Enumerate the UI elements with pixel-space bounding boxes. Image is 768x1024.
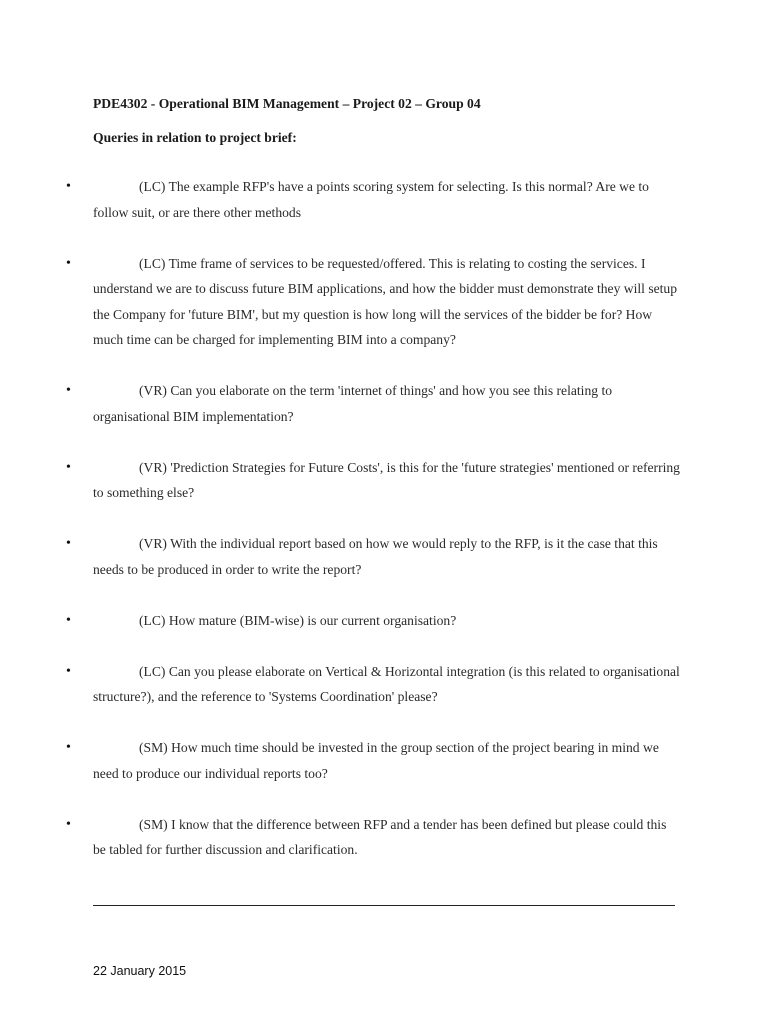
query-list [0, 174, 768, 888]
query-text: (LC) The example RFP's have a points scoring system for selecting. Is this normal? Are we to follow suit, or are there other methods [93, 179, 649, 220]
query-text: (LC) Can you please elaborate on Vertical & Horizontal integration (is this related to organisational structure?), and the reference to 'Systems Coordination' please? [93, 663, 680, 704]
bullet-icon: • [66, 816, 71, 832]
query-item-5 [0, 531, 768, 582]
query-text: (VR) With the individual report based on how we would reply to the RFP, is it the case that this needs to be produced in order to write the report? [93, 536, 658, 577]
query-text: (LC) How mature (BIM-wise) is our current organisation? [139, 612, 457, 628]
bullet-icon: • [66, 179, 71, 194]
query-item-6 [0, 608, 768, 634]
query-text: (SM) I know that the difference between RFP and a tender has been defined but please could this be tabled for further discussion and clarification. [93, 816, 667, 857]
query-item-3 [0, 378, 768, 429]
query-text: (LC) Time frame of services to be requested/offered. This is relating to costing the services. I understand we are to discuss future BIM applications, and how the bidder must demonstrate they will setup the Company for 'future BIM', but my question is how long will the services of the bidder be for? How much time can be charged for implementing BIM into a company? [93, 255, 678, 347]
bullet-icon: • [66, 459, 71, 475]
bullet-icon: • [66, 255, 71, 271]
footer-date: 22 January 2015 [93, 964, 187, 978]
query-text: (VR) Can you elaborate on the term 'internet of things' and how you see this relating to organisational BIM implementation? [93, 383, 613, 424]
query-text: (SM) How much time should be invested in the group section of the project bearing in mind we need to produce our individual reports too? [93, 740, 659, 781]
query-item-4 [0, 455, 768, 506]
query-item-2 [0, 251, 768, 353]
query-item-1 [0, 174, 768, 225]
bullet-icon: • [66, 740, 71, 755]
document-title: PDE4302 - Operational BIM Management – Project 02 – Group 04 [93, 96, 481, 111]
bullet-icon: • [66, 663, 71, 679]
query-item-9 [0, 812, 768, 863]
query-text: (VR) 'Prediction Strategies for Future Costs', is this for the 'future strategies' mentioned or referring to something else? [93, 459, 680, 500]
bullet-icon: • [66, 536, 71, 551]
document-subtitle: Queries in relation to project brief: [93, 130, 297, 145]
bullet-icon: • [66, 383, 71, 398]
bullet-icon: • [66, 612, 71, 628]
footer-divider [93, 905, 675, 906]
query-item-7 [0, 659, 768, 710]
query-item-8 [0, 735, 768, 786]
